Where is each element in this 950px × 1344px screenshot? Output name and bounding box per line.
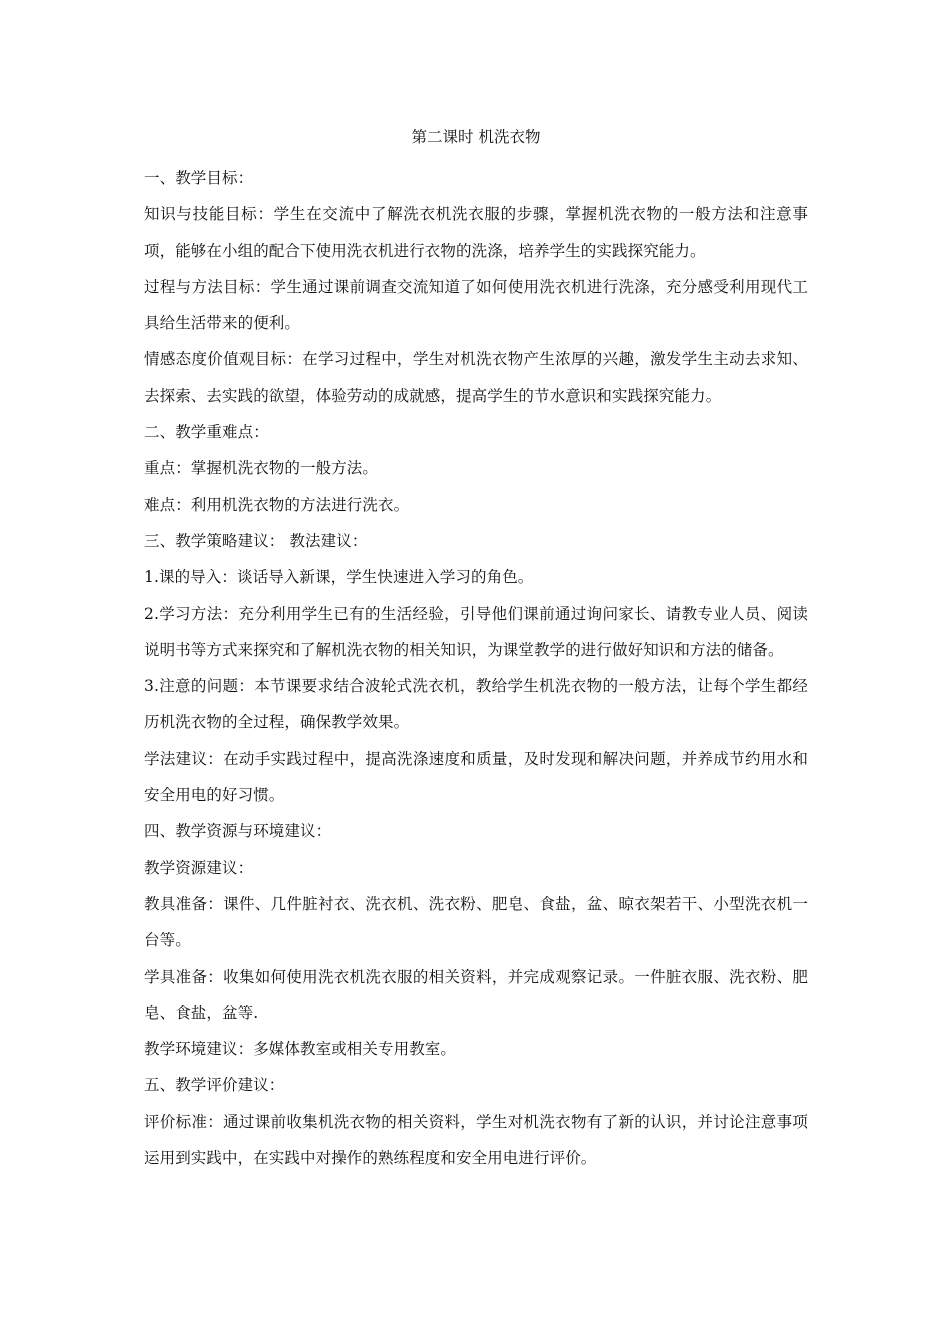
paragraph-study-advice: 学法建议：在动手实践过程中，提高洗涤速度和质量，及时发现和解决问题，并养成节约用水和安全用电的好习惯。 <box>144 749 808 805</box>
paragraph-learning-method: 2.学习方法：充分利用学生已有的生活经验，引导他们课前通过询问家长、请教专业人员、阅读说明书等方式来探究和了解机洗衣物的相关知识，为课堂教学的进行做好知识和方法的储备。 <box>144 604 808 659</box>
paragraph-attitude-value-goal: 情感态度价值观目标：在学习过程中，学生对机洗衣物产生浓厚的兴趣，激发学生主动去求知、去探索、去实践的欲望，体验劳动的成就感，提高学生的节水意识和实践探究能力。 <box>144 350 808 405</box>
section-heading-key-points: 二、教学重难点： <box>144 423 269 442</box>
paragraph-knowledge-skill-goal: 知识与技能目标：学生在交流中了解洗衣机洗衣服的步骤，掌握机洗衣物的一般方法和注意事项，能够在小组的配合下使用洗衣机进行衣物的洗涤，培养学生的实践探究能力。 <box>144 205 808 260</box>
paragraph-evaluation-criteria: 评价标准：通过课前收集机洗衣物的相关资料，学生对机洗衣物有了新的认识，并讨论注意事项运用到实践中，在实践中对操作的熟练程度和安全用电进行评价。 <box>144 1112 808 1168</box>
paragraph-resource-advice: 教学资源建议： <box>144 858 254 877</box>
paragraph-process-method-goal: 过程与方法目标：学生通过课前调查交流知道了如何使用洗衣机进行洗涤，充分感受利用现代工具给生活带来的便利。 <box>144 277 808 333</box>
paragraph-difficult-point: 难点：利用机洗衣物的方法进行洗衣。 <box>144 495 410 514</box>
paragraph-learning-aids: 学具准备：收集如何使用洗衣机洗衣服的相关资料，并完成观察记录。一件脏衣服、洗衣粉、肥皂、食盐，盆等. <box>144 967 808 1022</box>
section-heading-objectives: 一、教学目标： <box>144 169 254 187</box>
section-heading-strategy: 三、教学策略建议： 教法建议： <box>144 531 368 550</box>
section-heading-evaluation: 五、教学评价建议： <box>144 1076 285 1095</box>
section-heading-resources: 四、教学资源与环境建议： <box>144 822 332 841</box>
paragraph-environment-advice: 教学环境建议：多媒体教室或相关专用教室。 <box>144 1040 457 1059</box>
paragraph-teaching-aids: 教具准备：课件、几件脏衬衣、洗衣机、洗衣粉、肥皂、食盐，盆、晾衣架若干、小型洗衣机一台等。 <box>144 894 808 950</box>
paragraph-key-point: 重点：掌握机洗衣物的一般方法。 <box>144 459 379 478</box>
paragraph-lesson-intro: 1.课的导入：谈话导入新课，学生快速进入学习的角色。 <box>144 568 534 587</box>
paragraph-attention-issues: 3.注意的问题：本节课要求结合波轮式洗衣机，教给学生机洗衣物的一般方法，让每个学生都经历机洗衣物的全过程，确保教学效果。 <box>144 677 808 732</box>
document-title: 第二课时 机洗衣物 <box>411 128 541 146</box>
